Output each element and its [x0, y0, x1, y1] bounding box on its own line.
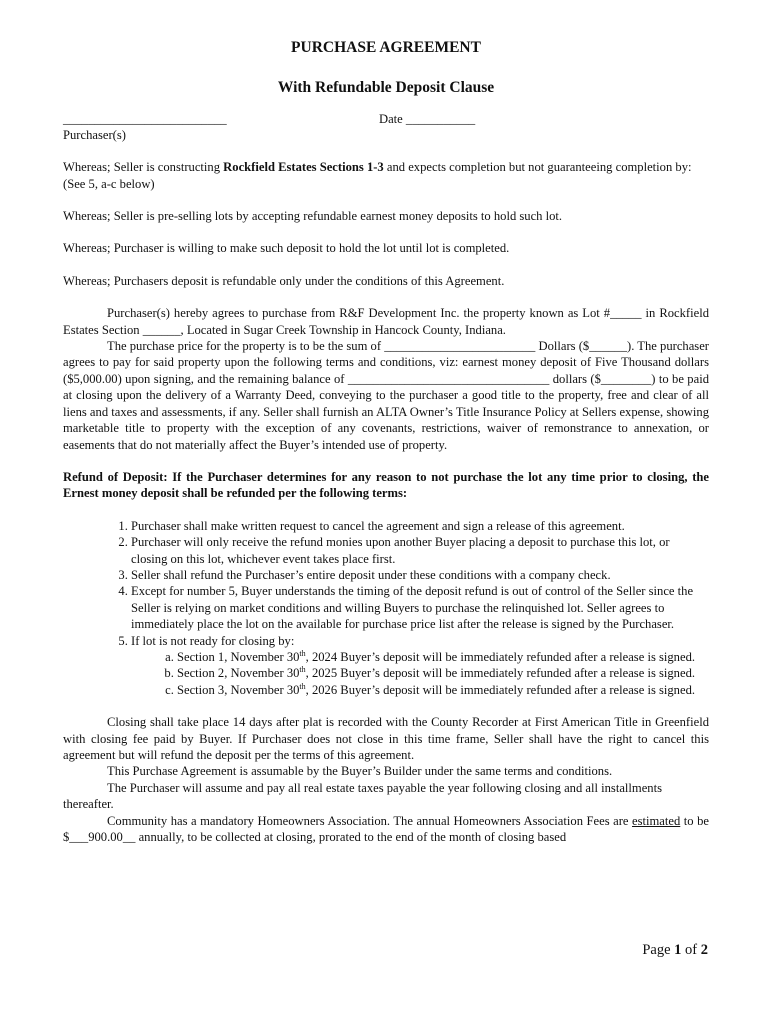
whereas-4: Whereas; Purchasers deposit is refundable only under the conditions of this Agreement. — [63, 273, 505, 288]
document-title: PURCHASE AGREEMENT — [291, 39, 481, 56]
section-deadline-list — [131, 649, 709, 698]
price-paragraph: The purchase price for the property is to be the sum of ________________________ Dollars ($______). The purchaser agrees to pay for said property upon the following terms and conditions, viz: earnest money deposit of Five Thousand dollars ($5,000.00) upon signing, and the remaining balance of ________________________________ dollars ($________) to be paid at closing upon the delivery of a Warranty Deed, conveying to the purchaser a good title to the property, free and clear of all liens and taxes and assessments, if any. Seller shall furnish an ALTA Owner’s Title Insurance Policy at Sellers expense, showing marketable title to property with the exception of any covenants, restrictions, waiver of remonstrance to annexation, or easements that do not materially affect the Buyer’s intended use of property. — [63, 339, 709, 452]
document-subtitle: With Refundable Deposit Clause — [277, 79, 495, 97]
refund-heading: Refund of Deposit: If the Purchaser determines for any reason to not purchase the lot any time prior to closing, the Ernest money deposit shall be refunded per the following terms: — [63, 469, 709, 501]
list-item: a. Section 1, November 30th, 2024 Buyer’s deposit will be immediately refunded after a release is signed. — [177, 649, 709, 665]
purchaser-blank: __________________________ — [63, 111, 227, 126]
list-item: 2. Purchaser will only receive the refund monies upon another Buyer placing a deposit to purchase this lot, or closing on this lot, whichever event takes place first. — [131, 534, 709, 567]
purchaser-label: Purchaser(s) — [63, 127, 126, 142]
purchase-paragraph: Purchaser(s) hereby agrees to purchase from R&F Development Inc. the property known as Lot #_____ in Rockfield Estates Section ______, Located in Sugar Creek Township in Hancock County, Indiana. — [63, 306, 709, 337]
list-item: 3. Seller shall refund the Purchaser’s entire deposit under these conditions with a company check. — [131, 567, 709, 583]
hoa-paragraph: Community has a mandatory Homeowners Association. The annual Homeowners Association Fees are estimated to be $___900.00__ annually, to be collected at closing, prorated to the end of the month of closing based — [63, 813, 710, 845]
taxes-paragraph: The Purchaser will assume and pay all real estate taxes payable the year following closing and all installments thereafter. — [63, 780, 662, 812]
assumable-paragraph: This Purchase Agreement is assumable by the Buyer’s Builder under the same terms and conditions. — [107, 764, 613, 779]
list-item: c. Section 3, November 30th, 2026 Buyer’s deposit will be immediately refunded after a release is signed. — [177, 682, 709, 698]
closing-paragraph: Closing shall take place 14 days after plat is recorded with the County Recorder at First American Title in Greenfield with closing fee paid by Buyer. If Purchaser does not close in this time frame, Seller shall have the right to cancel this agreement but will refund the deposit per the terms of this agreement. — [63, 715, 709, 762]
document-page — [63, 36, 709, 845]
date-field: Date ___________ — [379, 111, 476, 126]
list-item: 5. If lot is not ready for closing by: a. Section 1, November 30th, 2024 Buyer’s deposit will be immediately refunded after a release is signed. b. Section 2, November 30th, 2025 Buyer’s deposit will be immediately refunded after a release is signed. c. Section 3, November 30th, 2026 Buyer’s deposit will be immediately refunded after a release is signed. — [131, 633, 709, 699]
whereas-1: Whereas; Seller is constructing Rockfield Estates Sections 1-3 and expects completion but not guaranteeing completion by: (See 5, a-c below) — [63, 160, 692, 191]
purchaser-date-row — [63, 111, 709, 127]
whereas-3: Whereas; Purchaser is willing to make such deposit to hold the lot until lot is completed. — [63, 241, 510, 256]
list-item: b. Section 2, November 30th, 2025 Buyer’s deposit will be immediately refunded after a release is signed. — [177, 665, 709, 681]
page-number: Page 1 of 2 — [642, 942, 708, 958]
refund-terms-list — [63, 518, 709, 698]
list-item: 4. Except for number 5, Buyer understands the timing of the deposit refund is out of control of the Seller since the Seller is relying on market conditions and willing Buyers to purchase the relinquished lot. Seller agrees to immediately place the lot on the available for purchase price list after the release is signed by the Purchaser. — [131, 583, 709, 632]
list-item: 1. Purchaser shall make written request to cancel the agreement and sign a release of this agreement. — [131, 518, 709, 534]
project-name: Rockfield Estates Sections 1-3 — [223, 160, 384, 175]
whereas-2: Whereas; Seller is pre-selling lots by accepting refundable earnest money deposits to hold such lot. — [63, 209, 563, 224]
estimated-underlined: estimated — [632, 813, 681, 828]
